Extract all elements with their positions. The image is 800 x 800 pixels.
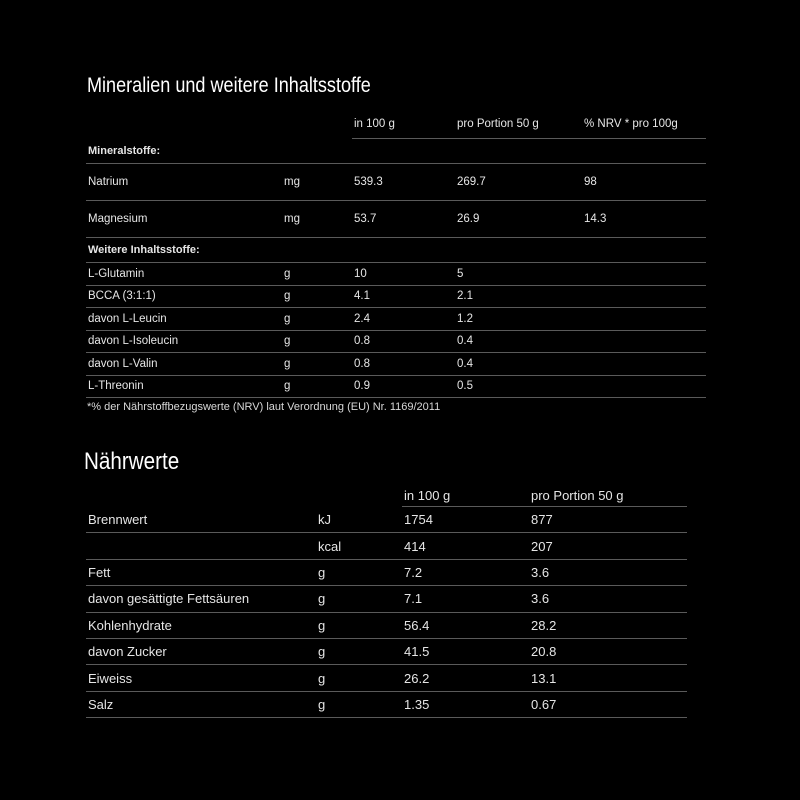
minerals-title: Mineralien und weitere Inhaltsstoffe (87, 74, 371, 97)
nutrition-table (86, 484, 687, 718)
table-row (86, 559, 687, 585)
row-unit: g (316, 638, 402, 664)
section-label-minerals: Mineralstoffe: (86, 139, 706, 164)
row-per100: 414 (402, 533, 529, 559)
row-unit: g (316, 612, 402, 638)
nrv-footnote: *% der Nährstoffbezugswerte (NRV) laut Verordnung (EU) Nr. 1169/2011 (87, 401, 441, 413)
section-row-other (86, 238, 706, 263)
row-nrv (582, 375, 706, 398)
row-per100: 41.5 (402, 638, 529, 664)
row-name: Fett (86, 559, 316, 585)
row-name: davon gesättigte Fettsäuren (86, 586, 316, 612)
header-per100: in 100 g (352, 110, 455, 139)
row-per100: 56.4 (402, 612, 529, 638)
row-nrv (582, 330, 706, 353)
row-unit: g (316, 665, 402, 691)
row-portion: 877 (529, 507, 687, 533)
row-portion: 28.2 (529, 612, 687, 638)
row-portion: 13.1 (529, 665, 687, 691)
table-row (86, 533, 687, 559)
section-label-other: Weitere Inhaltsstoffe: (86, 238, 706, 263)
nutrition-header-row (86, 484, 687, 507)
row-per100: 7.2 (402, 559, 529, 585)
row-per100: 1.35 (402, 691, 529, 717)
row-portion: 0.4 (455, 353, 582, 376)
row-per100: 4.1 (352, 285, 455, 308)
row-per100: 539.3 (352, 164, 455, 201)
row-portion: 207 (529, 533, 687, 559)
table-row (86, 308, 706, 331)
row-per100: 7.1 (402, 586, 529, 612)
header-cell (86, 110, 282, 139)
row-unit: mg (282, 164, 352, 201)
row-portion: 0.5 (455, 375, 582, 398)
row-portion: 1.2 (455, 308, 582, 331)
header-nrv: % NRV * pro 100g (582, 110, 706, 139)
row-name: L-Glutamin (86, 263, 282, 286)
table-row (86, 612, 687, 638)
row-nrv (582, 353, 706, 376)
row-per100: 0.9 (352, 375, 455, 398)
row-name: davon L-Isoleucin (86, 330, 282, 353)
table-row (86, 665, 687, 691)
row-name: Natrium (86, 164, 282, 201)
table-row (86, 330, 706, 353)
table-row (86, 353, 706, 376)
row-portion: 20.8 (529, 638, 687, 664)
row-name: Eiweiss (86, 665, 316, 691)
row-nrv (582, 263, 706, 286)
header-portion: pro Portion 50 g (455, 110, 582, 139)
row-per100: 0.8 (352, 353, 455, 376)
row-portion: 3.6 (529, 586, 687, 612)
minerals-table (86, 110, 706, 398)
row-portion: 3.6 (529, 559, 687, 585)
row-name: davon L-Valin (86, 353, 282, 376)
row-nrv (582, 285, 706, 308)
row-unit: g (316, 586, 402, 612)
table-row (86, 164, 706, 201)
table-row (86, 691, 687, 717)
row-name (86, 533, 316, 559)
table-row (86, 285, 706, 308)
row-portion: 5 (455, 263, 582, 286)
section-row-minerals (86, 139, 706, 164)
row-per100: 26.2 (402, 665, 529, 691)
row-unit: mg (282, 201, 352, 238)
row-per100: 0.8 (352, 330, 455, 353)
row-unit: g (316, 691, 402, 717)
header-cell (282, 110, 352, 139)
row-unit: g (282, 263, 352, 286)
header-portion: pro Portion 50 g (529, 484, 687, 507)
table-row (86, 586, 687, 612)
row-per100: 1754 (402, 507, 529, 533)
row-name: Salz (86, 691, 316, 717)
row-portion: 0.4 (455, 330, 582, 353)
table-row (86, 638, 687, 664)
row-unit: g (316, 559, 402, 585)
header-cell (86, 484, 316, 507)
table-row (86, 263, 706, 286)
header-per100: in 100 g (402, 484, 529, 507)
row-unit: g (282, 330, 352, 353)
row-portion: 26.9 (455, 201, 582, 238)
row-per100: 2.4 (352, 308, 455, 331)
row-name: L-Threonin (86, 375, 282, 398)
table-row (86, 507, 687, 533)
row-nrv: 14.3 (582, 201, 706, 238)
row-unit: g (282, 353, 352, 376)
minerals-header-row (86, 110, 706, 139)
header-cell (316, 484, 402, 507)
table-row (86, 201, 706, 238)
row-name: BCCA (3:1:1) (86, 285, 282, 308)
row-portion: 2.1 (455, 285, 582, 308)
row-per100: 53.7 (352, 201, 455, 238)
row-per100: 10 (352, 263, 455, 286)
row-name: Magnesium (86, 201, 282, 238)
row-name: davon Zucker (86, 638, 316, 664)
row-unit: g (282, 285, 352, 308)
row-portion: 269.7 (455, 164, 582, 201)
table-row (86, 375, 706, 398)
row-name: Kohlenhydrate (86, 612, 316, 638)
row-nrv (582, 308, 706, 331)
row-unit: g (282, 308, 352, 331)
row-unit: kJ (316, 507, 402, 533)
row-name: davon L-Leucin (86, 308, 282, 331)
row-nrv: 98 (582, 164, 706, 201)
nutrition-title: Nährwerte (84, 448, 180, 475)
row-unit: kcal (316, 533, 402, 559)
row-name: Brennwert (86, 507, 316, 533)
row-portion: 0.67 (529, 691, 687, 717)
row-unit: g (282, 375, 352, 398)
